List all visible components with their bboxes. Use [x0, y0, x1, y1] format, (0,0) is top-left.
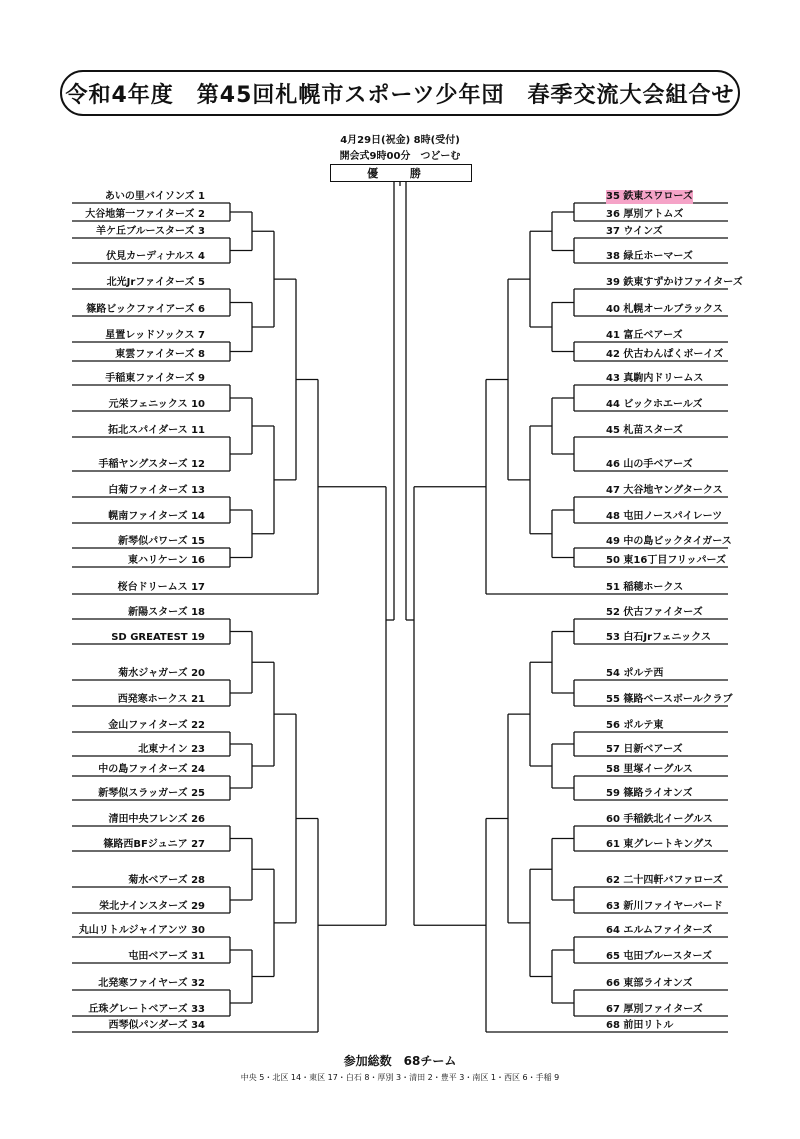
team-entry: 64 エルムファイターズ	[606, 925, 713, 936]
team-entry: 篠路ビックファイアーズ 6	[86, 304, 205, 315]
team-entry: 屯田ベアーズ 31	[128, 951, 205, 962]
team-entry: SD GREATEST 19	[111, 632, 205, 643]
team-entry: 51 稲穂ホークス	[606, 582, 684, 593]
team-entry: 金山ファイターズ 22	[108, 720, 205, 731]
team-entry: 57 日新ベアーズ	[606, 744, 683, 755]
team-entry: 50 東16丁目フリッパーズ	[606, 555, 727, 566]
team-entry: 新陽スターズ 18	[128, 607, 205, 618]
team-entry: 拓北スパイダース 11	[108, 425, 205, 436]
team-entry: 北東ナイン 23	[138, 744, 205, 755]
team-entry: 37 ウインズ	[606, 226, 663, 237]
team-entry: 西琴似パンダーズ 34	[108, 1020, 205, 1031]
team-entry: 伏見カーディナルス 4	[106, 251, 205, 262]
champion-box: 優 勝	[330, 164, 472, 182]
team-entry: 44 ビックホエールズ	[606, 399, 703, 410]
district-breakdown: 中央 5・北区 14・東区 17・白石 8・厚別 3・清田 2・豊平 3・南区 1・西区 6・手稲 9	[240, 1073, 560, 1082]
team-entry: 52 伏古ファイターズ	[606, 607, 703, 618]
team-entry: 菊水ジャガーズ 20	[118, 668, 205, 679]
team-entry: 47 大谷地ヤングタークス	[606, 485, 723, 496]
team-entry: 羊ケ丘ブルースターズ 3	[95, 226, 205, 237]
team-entry: 元栄フェニックス 10	[108, 399, 205, 410]
team-entry: 56 ポルテ東	[606, 720, 664, 731]
team-entry: 42 伏古わんぱくボーイズ	[606, 349, 724, 360]
team-entry: 41 富丘ベアーズ	[606, 330, 683, 341]
team-entry: 手稲ヤングスターズ 12	[98, 459, 205, 470]
team-entry: 栄北ナインスターズ 29	[99, 901, 205, 912]
team-entry: 46 山の手ベアーズ	[606, 459, 693, 470]
team-entry: 49 中の島ビックタイガース	[606, 536, 732, 547]
team-entry: 40 札幌オールブラックス	[606, 304, 723, 315]
team-entry: 東雲ファイターズ 8	[115, 349, 205, 360]
team-entry: 66 東部ライオンズ	[606, 978, 693, 989]
team-entry: 45 札苗スターズ	[606, 425, 683, 436]
team-entry: 東ハリケーン 16	[128, 555, 205, 566]
team-entry: 43 真駒内ドリームス	[606, 373, 704, 384]
team-entry-highlighted: 35 鉄東スワローズ	[606, 191, 693, 202]
team-entry: 55 篠路ベースボールクラブ	[606, 694, 733, 705]
team-entry: 大谷地第一ファイターズ 2	[85, 209, 205, 220]
team-entry: 幌南ファイターズ 14	[108, 511, 205, 522]
team-entry: 39 鉄東すずかけファイターズ	[606, 277, 743, 288]
team-entry: 48 屯田ノースパイレーツ	[606, 511, 723, 522]
team-entry: 中の島ファイターズ 24	[98, 764, 205, 775]
team-entry: 63 新川ファイヤーバード	[606, 901, 723, 912]
team-entry: 白菊ファイターズ 13	[108, 485, 205, 496]
team-entry: 手稲東ファイターズ 9	[105, 373, 205, 384]
team-entry: 62 二十四軒バファローズ	[606, 875, 723, 886]
team-entry: 54 ポルテ西	[606, 668, 664, 679]
team-entry: 38 緑丘ホーマーズ	[606, 251, 693, 262]
team-entry: 58 里塚イーグルス	[606, 764, 693, 775]
team-entry: 清田中央フレンズ 26	[108, 814, 205, 825]
team-entry: 西発寒ホークス 21	[117, 694, 205, 705]
team-entry: 60 手稲鉄北イーグルス	[606, 814, 713, 825]
team-entry: 65 屯田ブルースターズ	[606, 951, 712, 962]
team-entry: 菊水ベアーズ 28	[128, 875, 205, 886]
team-entry: 59 篠路ライオンズ	[606, 788, 693, 799]
team-entry: 桜台ドリームス 17	[117, 582, 205, 593]
page-title: 令和4年度 第45回札幌市スポーツ少年団 春季交流大会組合せ	[60, 70, 740, 116]
team-entry: 北光Jrファイターズ 5	[106, 277, 205, 288]
date-line: 4月29日(祝金) 8時(受付)	[340, 135, 460, 146]
team-entry: 丘珠グレートベアーズ 33	[88, 1004, 205, 1015]
team-entry: 新琴似スラッガーズ 25	[98, 788, 205, 799]
total-teams: 参加総数 68チーム	[343, 1054, 457, 1068]
team-entry: 53 白石Jrフェニックス	[606, 632, 712, 643]
team-entry: あいの里バイソンズ 1	[104, 191, 205, 202]
team-entry: 篠路西BFジュニア 27	[103, 839, 205, 850]
team-entry: 新琴似パワーズ 15	[118, 536, 205, 547]
team-entry: 星置レッドソックス 7	[105, 330, 205, 341]
ceremony-line: 開会式9時00分 つどーむ	[339, 151, 461, 162]
team-entry: 北発寒ファイヤーズ 32	[98, 978, 205, 989]
team-entry: 丸山リトルジャイアンツ 30	[78, 925, 205, 936]
team-entry: 68 前田リトル	[606, 1020, 674, 1031]
team-entry: 36 厚別アトムズ	[606, 209, 684, 220]
team-entry: 67 厚別ファイターズ	[606, 1004, 703, 1015]
team-entry: 61 東グレートキングス	[606, 839, 713, 850]
